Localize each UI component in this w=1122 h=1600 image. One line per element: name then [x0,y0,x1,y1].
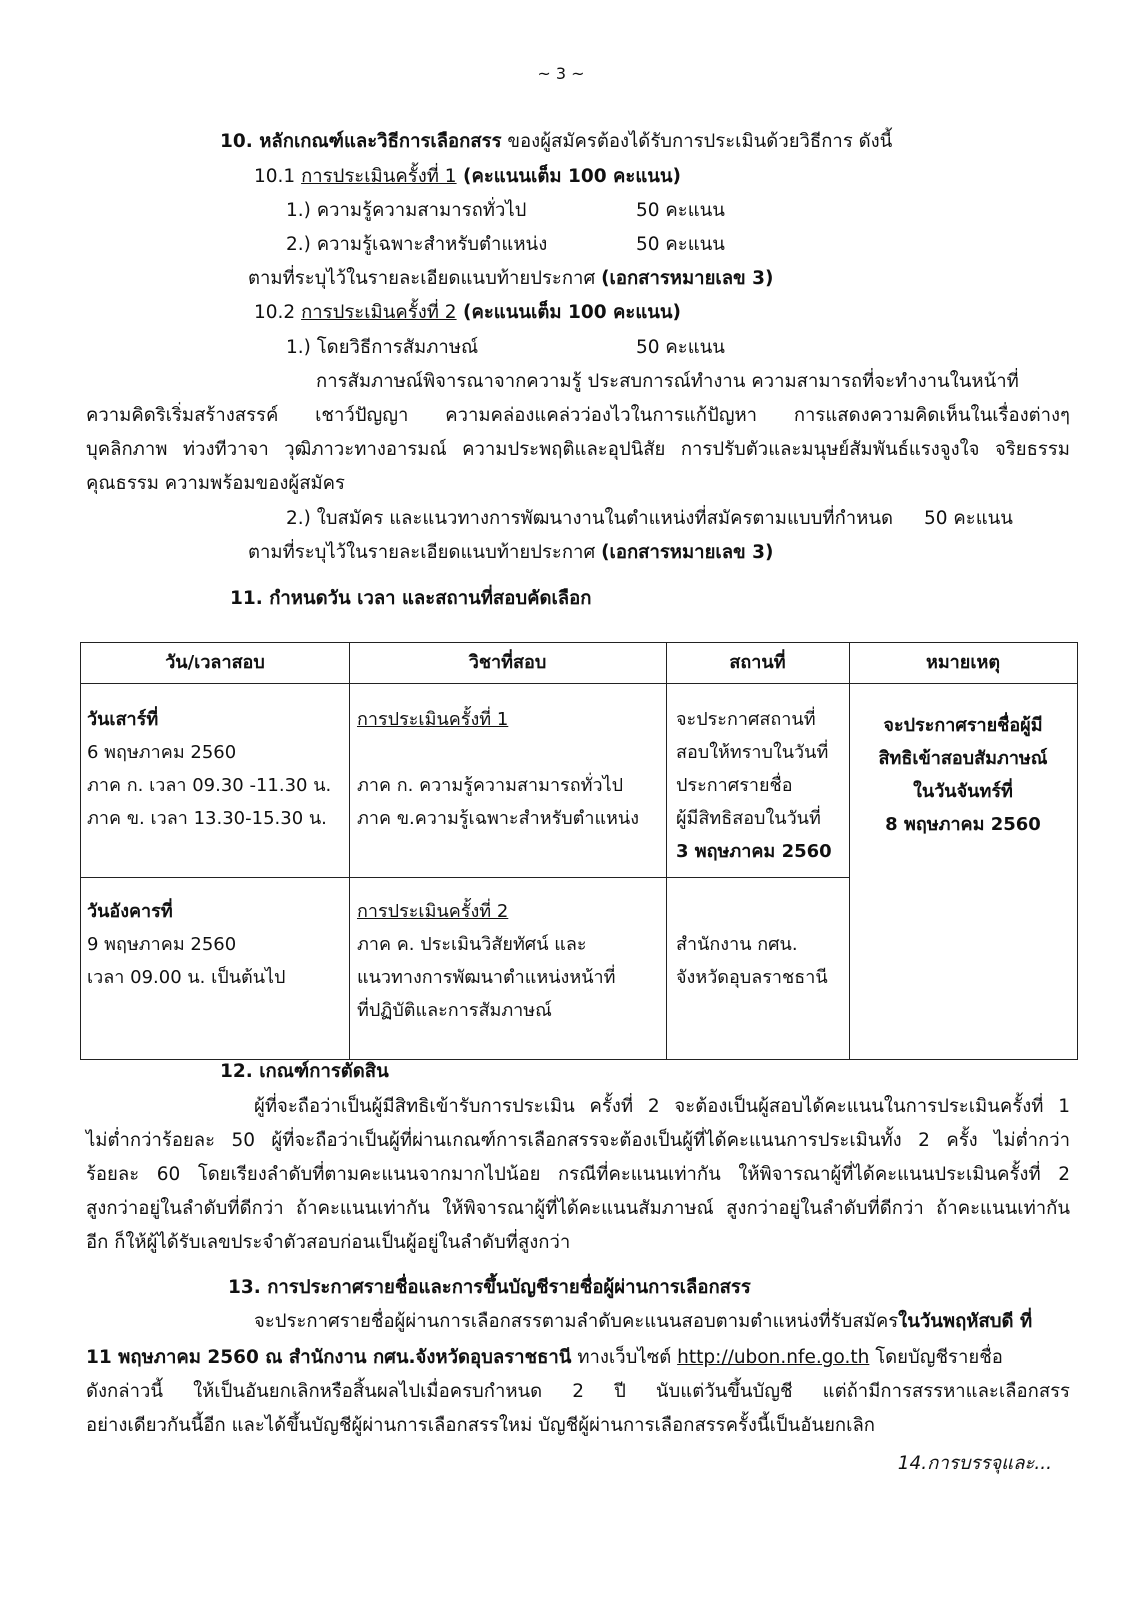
remark-line-4: 8 พฤษภาคม 2560 [885,814,1041,835]
section-10-2-heading [254,304,681,323]
section-13-line-2-rest: โดยบัญชีรายชื่อ [869,1347,1003,1368]
section-13-announce-day: ในวันพฤหัสบดี ที่ [898,1311,1033,1332]
page-number: ~ 3 ~ [537,64,585,83]
interview-points: 50 คะแนน [636,337,725,358]
section-10-2-number: 10.2 [254,302,302,323]
reference-2 [248,544,773,563]
row1-time-b: ภาค ข. เวลา 13.30-15.30 น. [87,808,327,829]
assessment-1-item-2-points: 50 คะแนน [636,234,725,255]
interview-desc-line-2: ความคิดริเริ่มสร้างสรรค์ เชาว์ปัญญา ความคล่องแคล่วว่องไวในการแก้ปัญหา การแสดงความคิดเห็นในเรื่องต่างๆ [86,405,1070,426]
table-divider [666,643,667,1059]
row2-subject-title: การประเมินครั้งที่ 2 [357,901,509,922]
reference-2-text: ตามที่ระบุไว้ในรายละเอียดแนบท้ายประกาศ [248,542,602,563]
interview-desc-line-3: บุคลิกภาพ ท่วงทีวาจา วุฒิภาวะทางอารมณ์ ความประพฤติและอุปนิสัย การปรับตัวและมนุษย์สัมพันธ์แรงจูงใจ จริยธรรม [86,439,1070,460]
section-12-line-1: ผู้ที่จะถือว่าเป็นผู้มีสิทธิเข้ารับการประเมิน ครั้งที่ 2 จะต้องเป็นผู้สอบได้คะแนนในการประเมินครั้งที่ 1 [254,1096,1070,1117]
assessment-1-item-1-points: 50 คะแนน [636,200,725,221]
row1-time-a: ภาค ก. เวลา 09.30 -11.30 น. [87,775,332,796]
row2-subject-line-1: ภาค ค. ประเมินวิสัยทัศน์ และ [357,934,587,955]
interview-desc-line-4: คุณธรรม ความพร้อมของผู้สมัคร [86,473,345,494]
section-12-line-2: ไม่ต่ำกว่าร้อยละ 50 ผู้ที่จะถือว่าเป็นผู้ที่ผ่านเกณฑ์การเลือกสรรจะต้องเป็นผู้ที่ได้คะแนนการประเมินทั้ง 2 ครั้ง ไม่ต่ำกว่า [86,1130,1070,1151]
interview-desc-line-1: การสัมภาษณ์พิจารณาจากความรู้ ประสบการณ์ทำงาน ความสามารถที่จะทำงานในหน้าที่ [316,371,1019,392]
section-10-1-title: การประเมินครั้งที่ 1 [301,166,457,187]
section-12-heading: 12. เกณฑ์การตัดสิน [220,1061,389,1082]
row2-day: วันอังคารที่ [87,901,173,922]
remark-line-1: จะประกาศรายชื่อผู้มี [883,715,1043,736]
section-13-line-3: ดังกล่าวนี้ ให้เป็นอันยกเลิกหรือสิ้นผลไปเมื่อครบกำหนด 2 ปี นับแต่วันขึ้นบัญชี แต่ถ้ามีการสรรหาและเลือกสรร [86,1381,1070,1402]
assessment-1-item-1-label: 1.) ความรู้ความสามารถทั่วไป [286,200,527,221]
remark-line-2: สิทธิเข้าสอบสัมภาษณ์ [878,748,1048,769]
section-10-1-heading [254,168,681,187]
table-header-subject: วิชาที่สอบ [468,652,547,673]
interview-label: 1.) โดยวิธีการสัมภาษณ์ [286,337,479,358]
section-12-line-5: อีก ก็ให้ผู้ได้รับเลขประจำตัวสอบก่อนเป็นผู้อยู่ในลำดับที่สูงกว่า [86,1232,571,1253]
row1-subject-b: ภาค ข.ความรู้เฉพาะสำหรับตำแหน่ง [357,808,640,829]
section-13-line-1 [254,1313,1032,1332]
section-12-line-3: ร้อยละ 60 โดยเรียงลำดับที่ตามคะแนนจากมากไปน้อย กรณีที่คะแนนเท่ากัน ให้พิจารณาผู้ที่ได้คะแนนประเมินครั้งที่ 2 [86,1164,1070,1185]
row1-subject-title: การประเมินครั้งที่ 1 [357,709,509,730]
reference-1 [248,270,773,289]
section-10-title: 10. หลักเกณฑ์และวิธีการเลือกสรร [220,131,502,152]
section-13-line-4: อย่างเดียวกันนี้อีก และได้ขึ้นบัญชีผู้ผ่านการเลือกสรรใหม่ บัญชีผู้ผ่านการเลือกสรรครั้งนี้เป็นอันยกเลิก [86,1415,875,1436]
section-11-heading: 11. กำหนดวัน เวลา และสถานที่สอบคัดเลือก [230,588,592,609]
assessment-1-item-2-label: 2.) ความรู้เฉพาะสำหรับตำแหน่ง [286,234,548,255]
row1-place-line-2: สอบให้ทราบในวันที่ [676,742,829,763]
table-divider [81,683,1077,684]
section-12-line-4: สูงกว่าอยู่ในลำดับที่ดีกว่า ถ้าคะแนนเท่ากัน ให้พิจารณาผู้ที่ได้คะแนนสัมภาษณ์ สูงกว่าอยู่ในลำดับที่ดีกว่า ถ้าคะแนนเท่ากัน [86,1198,1070,1219]
row2-subject-line-3: ที่ปฏิบัติและการสัมภาษณ์ [357,1000,552,1021]
section-10-1-score: (คะแนนเต็ม 100 คะแนน) [456,166,682,187]
table-divider [81,877,849,878]
section-10-1-number: 10.1 [254,166,302,187]
reference-1-doc: (เอกสารหมายเลข 3) [601,268,774,289]
remark-line-3: ในวันจันทร์ที่ [913,781,1013,802]
table-header-datetime: วัน/เวลาสอบ [165,652,265,673]
row2-date: 9 พฤษภาคม 2560 [87,934,237,955]
section-13-website-label: ทางเว็บไซต์ [571,1347,678,1368]
row2-time: เวลา 09.00 น. เป็นต้นไป [87,967,286,988]
website-link[interactable]: http://ubon.nfe.go.th [677,1347,870,1368]
section-10-2-title: การประเมินครั้งที่ 2 [301,302,457,323]
reference-1-text: ตามที่ระบุไว้ในรายละเอียดแนบท้ายประกาศ [248,268,602,289]
row1-day: วันเสาร์ที่ [87,709,159,730]
application-label: 2.) ใบสมัคร และแนวทางการพัฒนางานในตำแหน่งที่สมัครตามแบบที่กำหนด [286,508,894,529]
section-13-announce-date-place: 11 พฤษภาคม 2560 ณ สำนักงาน กศน.จังหวัดอุบลราชธานี [86,1347,572,1368]
section-13-line-1-text: จะประกาศรายชื่อผู้ผ่านการเลือกสรรตามลำดับคะแนนสอบตามตำแหน่งที่รับสมัคร [254,1311,899,1332]
section-13-heading: 13. การประกาศรายชื่อและการขึ้นบัญชีรายชื่อผู้ผ่านการเลือกสรร [228,1277,751,1298]
section-10-2-score: (คะแนนเต็ม 100 คะแนน) [456,302,682,323]
row1-place-line-3: ประกาศรายชื่อ [676,775,793,796]
application-points: 50 คะแนน [924,508,1013,529]
row2-subject-line-2: แนวทางการพัฒนาตำแหน่งหน้าที่ [357,967,616,988]
reference-2-doc: (เอกสารหมายเลข 3) [601,542,774,563]
row1-place-date: 3 พฤษภาคม 2560 [676,841,832,862]
table-header-place: สถานที่ [729,652,786,673]
exam-schedule-table [80,642,1078,1060]
row2-place-line-1: สำนักงาน กศน. [676,934,798,955]
section-10-heading [220,133,892,152]
continuation-note: 14.การบรรจุและ... [897,1453,1052,1474]
row1-subject-a: ภาค ก. ความรู้ความสามารถทั่วไป [357,775,624,796]
table-divider [849,643,850,1059]
section-13-line-2 [86,1349,1003,1368]
table-divider [349,643,350,1059]
row1-place-line-4: ผู้มีสิทธิสอบในวันที่ [676,808,821,829]
row1-place-line-1: จะประกาศสถานที่ [676,709,816,730]
section-10-title-rest: ของผู้สมัครต้องได้รับการประเมินด้วยวิธีการ ดังนี้ [501,131,893,152]
row2-place-line-2: จังหวัดอุบลราชธานี [676,967,828,988]
table-header-remark: หมายเหตุ [925,652,1001,673]
row1-date: 6 พฤษภาคม 2560 [87,742,237,763]
